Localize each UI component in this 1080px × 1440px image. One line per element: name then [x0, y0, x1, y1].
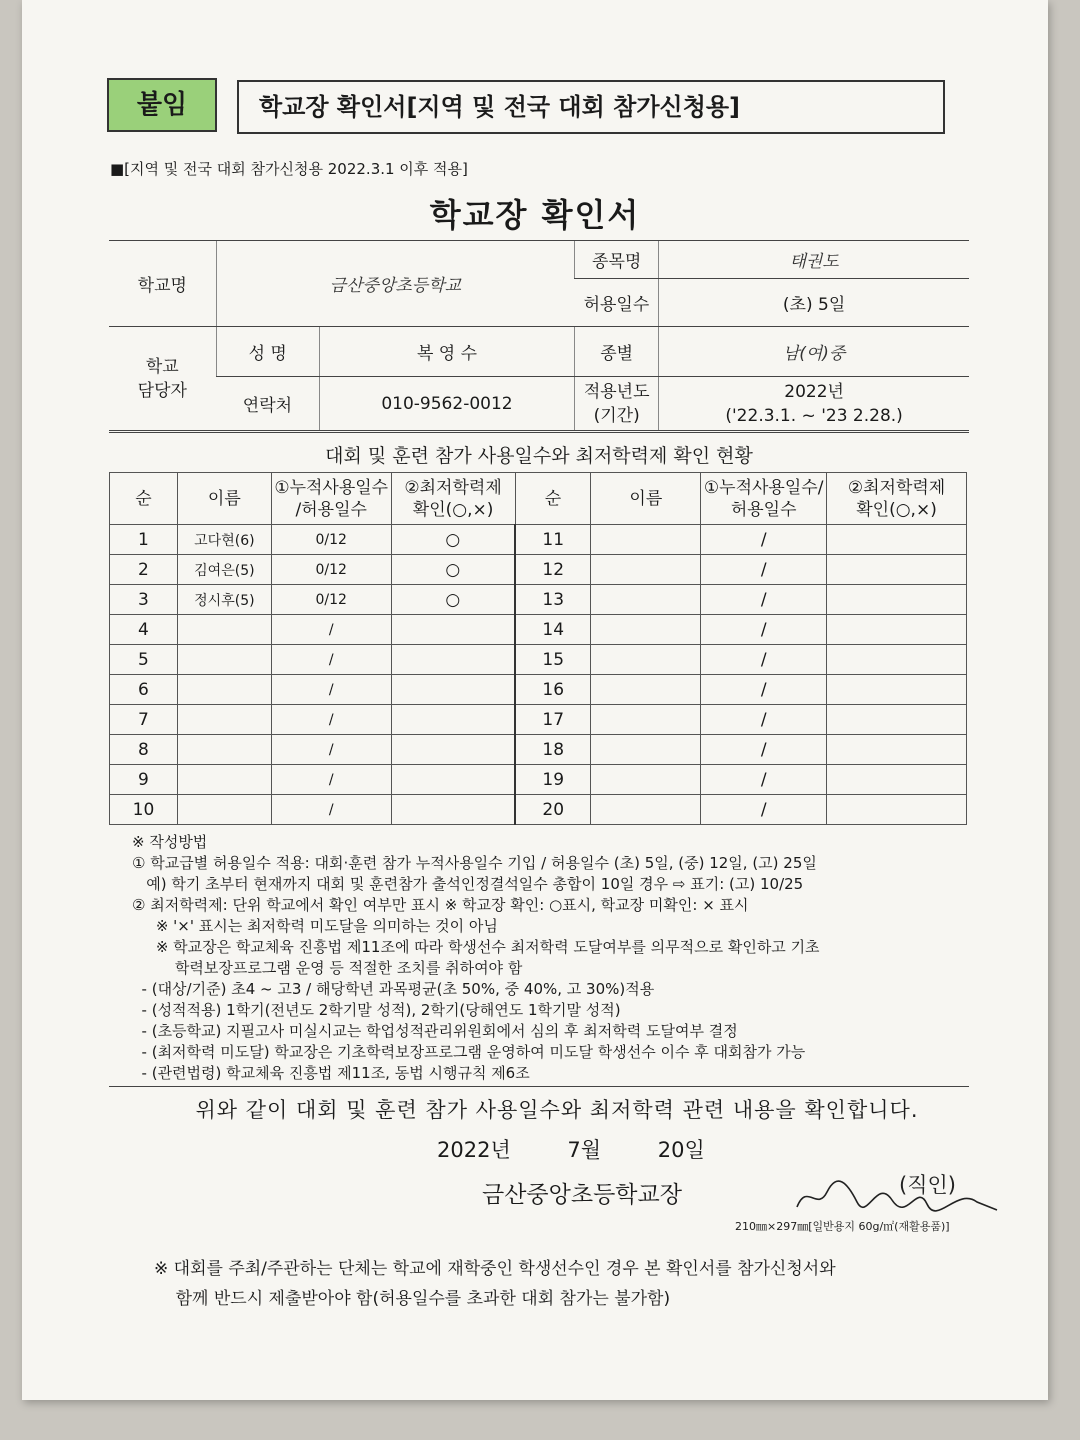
row-used-right: / — [701, 675, 827, 705]
instruction-line: 예) 학기 초부터 현재까지 대회 및 훈련참가 출석인정결석일수 총합이 10일 경우 ⇨ 표기: (고) 10/25 — [132, 875, 804, 893]
contact-label: 연락처 — [216, 377, 319, 431]
row-name-right — [591, 675, 701, 705]
row-no: 8 — [110, 735, 178, 765]
attachment-badge: 붙임 — [107, 78, 217, 132]
row-check: ○ — [391, 525, 515, 555]
name-label: 성 명 — [216, 327, 319, 377]
row-check-right — [827, 525, 967, 555]
row-check-right — [827, 795, 967, 825]
signature-stamp — [787, 1162, 1002, 1222]
row-used-right: / — [701, 525, 827, 555]
document-page — [22, 0, 1048, 1400]
row-no-right: 20 — [515, 795, 591, 825]
date-month: 7월 — [567, 1138, 602, 1162]
info-table — [109, 240, 969, 431]
row-name: 고다현(6) — [177, 525, 271, 555]
row-used-right: / — [701, 615, 827, 645]
header-check: ②최저학력제 확인(○,×) — [391, 473, 515, 525]
row-no-right: 14 — [515, 615, 591, 645]
row-used-right: / — [701, 705, 827, 735]
row-check — [391, 615, 515, 645]
row-check — [391, 765, 515, 795]
sport-value: 태권도 — [659, 241, 969, 279]
row-no: 2 — [110, 555, 178, 585]
row-used-right: / — [701, 555, 827, 585]
gender-label: 종별 — [575, 327, 659, 377]
row-name-right — [591, 615, 701, 645]
roster-body — [110, 525, 967, 825]
row-name — [177, 795, 271, 825]
row-name — [177, 735, 271, 765]
row-used: / — [271, 765, 391, 795]
paper-size-note: 210㎜×297㎜[일반용지 60g/㎡(재활용품)] — [735, 1220, 950, 1233]
header-name: 이름 — [177, 473, 271, 525]
instruction-line: - (초등학교) 지필고사 미실시교는 학업성적관리위원회에서 심의 후 최저학력 도달여부 결정 — [132, 1022, 738, 1040]
row-check: ○ — [391, 555, 515, 585]
row-no: 3 — [110, 585, 178, 615]
row-used: / — [271, 645, 391, 675]
stamp-text: (직인) — [899, 1173, 956, 1197]
row-no-right: 19 — [515, 765, 591, 795]
row-no: 7 — [110, 705, 178, 735]
header-no: 순 — [110, 473, 178, 525]
row-used: 0/12 — [271, 525, 391, 555]
divider — [109, 1086, 969, 1087]
instruction-line: ※ 학교장은 학교체육 진흥법 제11조에 따라 학생선수 최저학력 도달여부를 의무적으로 확인하고 기초 — [132, 938, 820, 956]
row-name — [177, 645, 271, 675]
row-no-right: 17 — [515, 705, 591, 735]
row-check-right — [827, 555, 967, 585]
school-label: 학교명 — [109, 241, 216, 327]
instruction-line: ※ '×' 표시는 최저학력 미도달을 의미하는 것이 아님 — [132, 917, 498, 935]
days-value: (초) 5일 — [659, 279, 969, 327]
row-no: 5 — [110, 645, 178, 675]
instructions — [132, 832, 982, 1084]
row-name-right — [591, 645, 701, 675]
confirm-statement: 위와 같이 대회 및 훈련 참가 사용일수와 최저학력 관련 내용을 확인합니다. — [195, 1098, 919, 1122]
row-used-right: / — [701, 645, 827, 675]
row-check: ○ — [391, 585, 515, 615]
row-check-right — [827, 585, 967, 615]
row-check — [391, 675, 515, 705]
year-cell — [659, 377, 969, 431]
header-no-right: 순 — [515, 473, 591, 525]
instruction-line: ※ 작성방법 — [132, 833, 208, 851]
row-used-right: / — [701, 795, 827, 825]
row-name — [177, 765, 271, 795]
instruction-line: - (성적적용) 1학기(전년도 2학기말 성적), 2학기(당해연도 1학기말 성적) — [132, 1001, 621, 1019]
year-value: 2022년 — [784, 381, 844, 402]
row-check — [391, 795, 515, 825]
table-row — [110, 525, 967, 555]
row-no: 6 — [110, 675, 178, 705]
footer-line: 함께 반드시 제출받아야 함(허용일수를 초과한 대회 참가는 불가함) — [154, 1289, 671, 1309]
header-title: 학교장 확인서[지역 및 전국 대회 참가신청용] — [237, 80, 945, 134]
table-row — [110, 765, 967, 795]
instruction-line: - (대상/기준) 초4 ~ 고3 / 해당학년 과목평균(초 50%, 중 40%, 고 30%)적용 — [132, 980, 655, 998]
table-row — [110, 555, 967, 585]
row-check-right — [827, 645, 967, 675]
row-check — [391, 645, 515, 675]
row-used: / — [271, 795, 391, 825]
row-name-right — [591, 795, 701, 825]
row-check-right — [827, 615, 967, 645]
year-label: 적용년도 (기간) — [575, 377, 659, 431]
row-name-right — [591, 555, 701, 585]
table-row — [110, 735, 967, 765]
footer-note — [154, 1254, 974, 1314]
row-name: 김여은(5) — [177, 555, 271, 585]
main-title: 학교장 확인서 — [429, 196, 641, 234]
table-row — [110, 705, 967, 735]
row-no: 10 — [110, 795, 178, 825]
row-used: / — [271, 675, 391, 705]
row-check — [391, 735, 515, 765]
table-row — [110, 795, 967, 825]
row-no: 1 — [110, 525, 178, 555]
row-used: / — [271, 705, 391, 735]
row-no-right: 13 — [515, 585, 591, 615]
row-name — [177, 675, 271, 705]
manager-label: 학교 담당자 — [109, 327, 216, 431]
row-no-right: 18 — [515, 735, 591, 765]
row-no-right: 15 — [515, 645, 591, 675]
applicability-note: ■[지역 및 전국 대회 참가신청용 2022.3.1 이후 적용] — [110, 160, 468, 178]
instruction-line: - (관련법령) 학교체육 진흥법 제11조, 동법 시행규칙 제6조 — [132, 1064, 530, 1082]
sport-label: 종목명 — [575, 241, 659, 279]
row-used-right: / — [701, 735, 827, 765]
date-day: 20일 — [657, 1138, 705, 1162]
table-row — [110, 615, 967, 645]
row-check-right — [827, 675, 967, 705]
row-no-right: 11 — [515, 525, 591, 555]
header-check-right: ②최저학력제 확인(○,×) — [827, 473, 967, 525]
row-name-right — [591, 585, 701, 615]
days-label: 허용일수 — [575, 279, 659, 327]
row-used-right: / — [701, 585, 827, 615]
row-name-right — [591, 525, 701, 555]
row-check — [391, 705, 515, 735]
header-used-right: ①누적사용일수/ 허용일수 — [701, 473, 827, 525]
contact-value: 010-9562-0012 — [319, 377, 574, 431]
principal-name: 금산중앙초등학교장 — [482, 1182, 682, 1208]
instruction-line: 학력보장프로그램 운영 등 적절한 조치를 취하여야 함 — [132, 959, 523, 977]
row-used: / — [271, 615, 391, 645]
name-value: 복 영 수 — [319, 327, 574, 377]
row-check-right — [827, 705, 967, 735]
instruction-line: - (최저학력 미도달) 학교장은 기초학력보장프로그램 운영하여 미도달 학생선수 이수 후 대회참가 가능 — [132, 1043, 806, 1061]
instruction-line: ② 최저학력제: 단위 학교에서 확인 여부만 표시 ※ 학교장 확인: ○표시, 학교장 미확인: × 표시 — [132, 896, 749, 914]
row-used-right: / — [701, 765, 827, 795]
row-name — [177, 705, 271, 735]
row-used: 0/12 — [271, 555, 391, 585]
roster-subtitle: 대회 및 훈련 참가 사용일수와 최저학력제 확인 현황 — [109, 432, 969, 468]
row-check-right — [827, 765, 967, 795]
date-year: 2022년 — [437, 1138, 511, 1162]
instruction-line: ① 학교급별 허용일수 적용: 대회·훈련 참가 누적사용일수 기입 / 허용일수 (초) 5일, (중) 12일, (고) 25일 — [132, 854, 817, 872]
school-value: 금산중앙초등학교 — [216, 241, 575, 327]
table-row — [110, 585, 967, 615]
issue-date — [437, 1134, 755, 1164]
row-no-right: 16 — [515, 675, 591, 705]
row-no: 4 — [110, 615, 178, 645]
row-used: / — [271, 735, 391, 765]
row-name: 정시후(5) — [177, 585, 271, 615]
period-value: ('22.3.1. ~ '23 2.28.) — [725, 405, 903, 426]
row-name-right — [591, 705, 701, 735]
header-used: ①누적사용일수 /허용일수 — [271, 473, 391, 525]
footer-line: ※ 대회를 주최/주관하는 단체는 학교에 재학중인 학생선수인 경우 본 확인서를 참가신청서와 — [154, 1259, 836, 1279]
document-header — [107, 78, 945, 134]
row-no: 9 — [110, 765, 178, 795]
row-no-right: 12 — [515, 555, 591, 585]
roster-table — [109, 472, 967, 825]
signature-stroke — [797, 1181, 997, 1211]
row-name-right — [591, 765, 701, 795]
gender-value: 남(여)중 — [659, 327, 969, 377]
table-row — [110, 675, 967, 705]
header-name-right: 이름 — [591, 473, 701, 525]
row-name — [177, 615, 271, 645]
row-name-right — [591, 735, 701, 765]
row-used: 0/12 — [271, 585, 391, 615]
table-row — [110, 645, 967, 675]
row-check-right — [827, 735, 967, 765]
